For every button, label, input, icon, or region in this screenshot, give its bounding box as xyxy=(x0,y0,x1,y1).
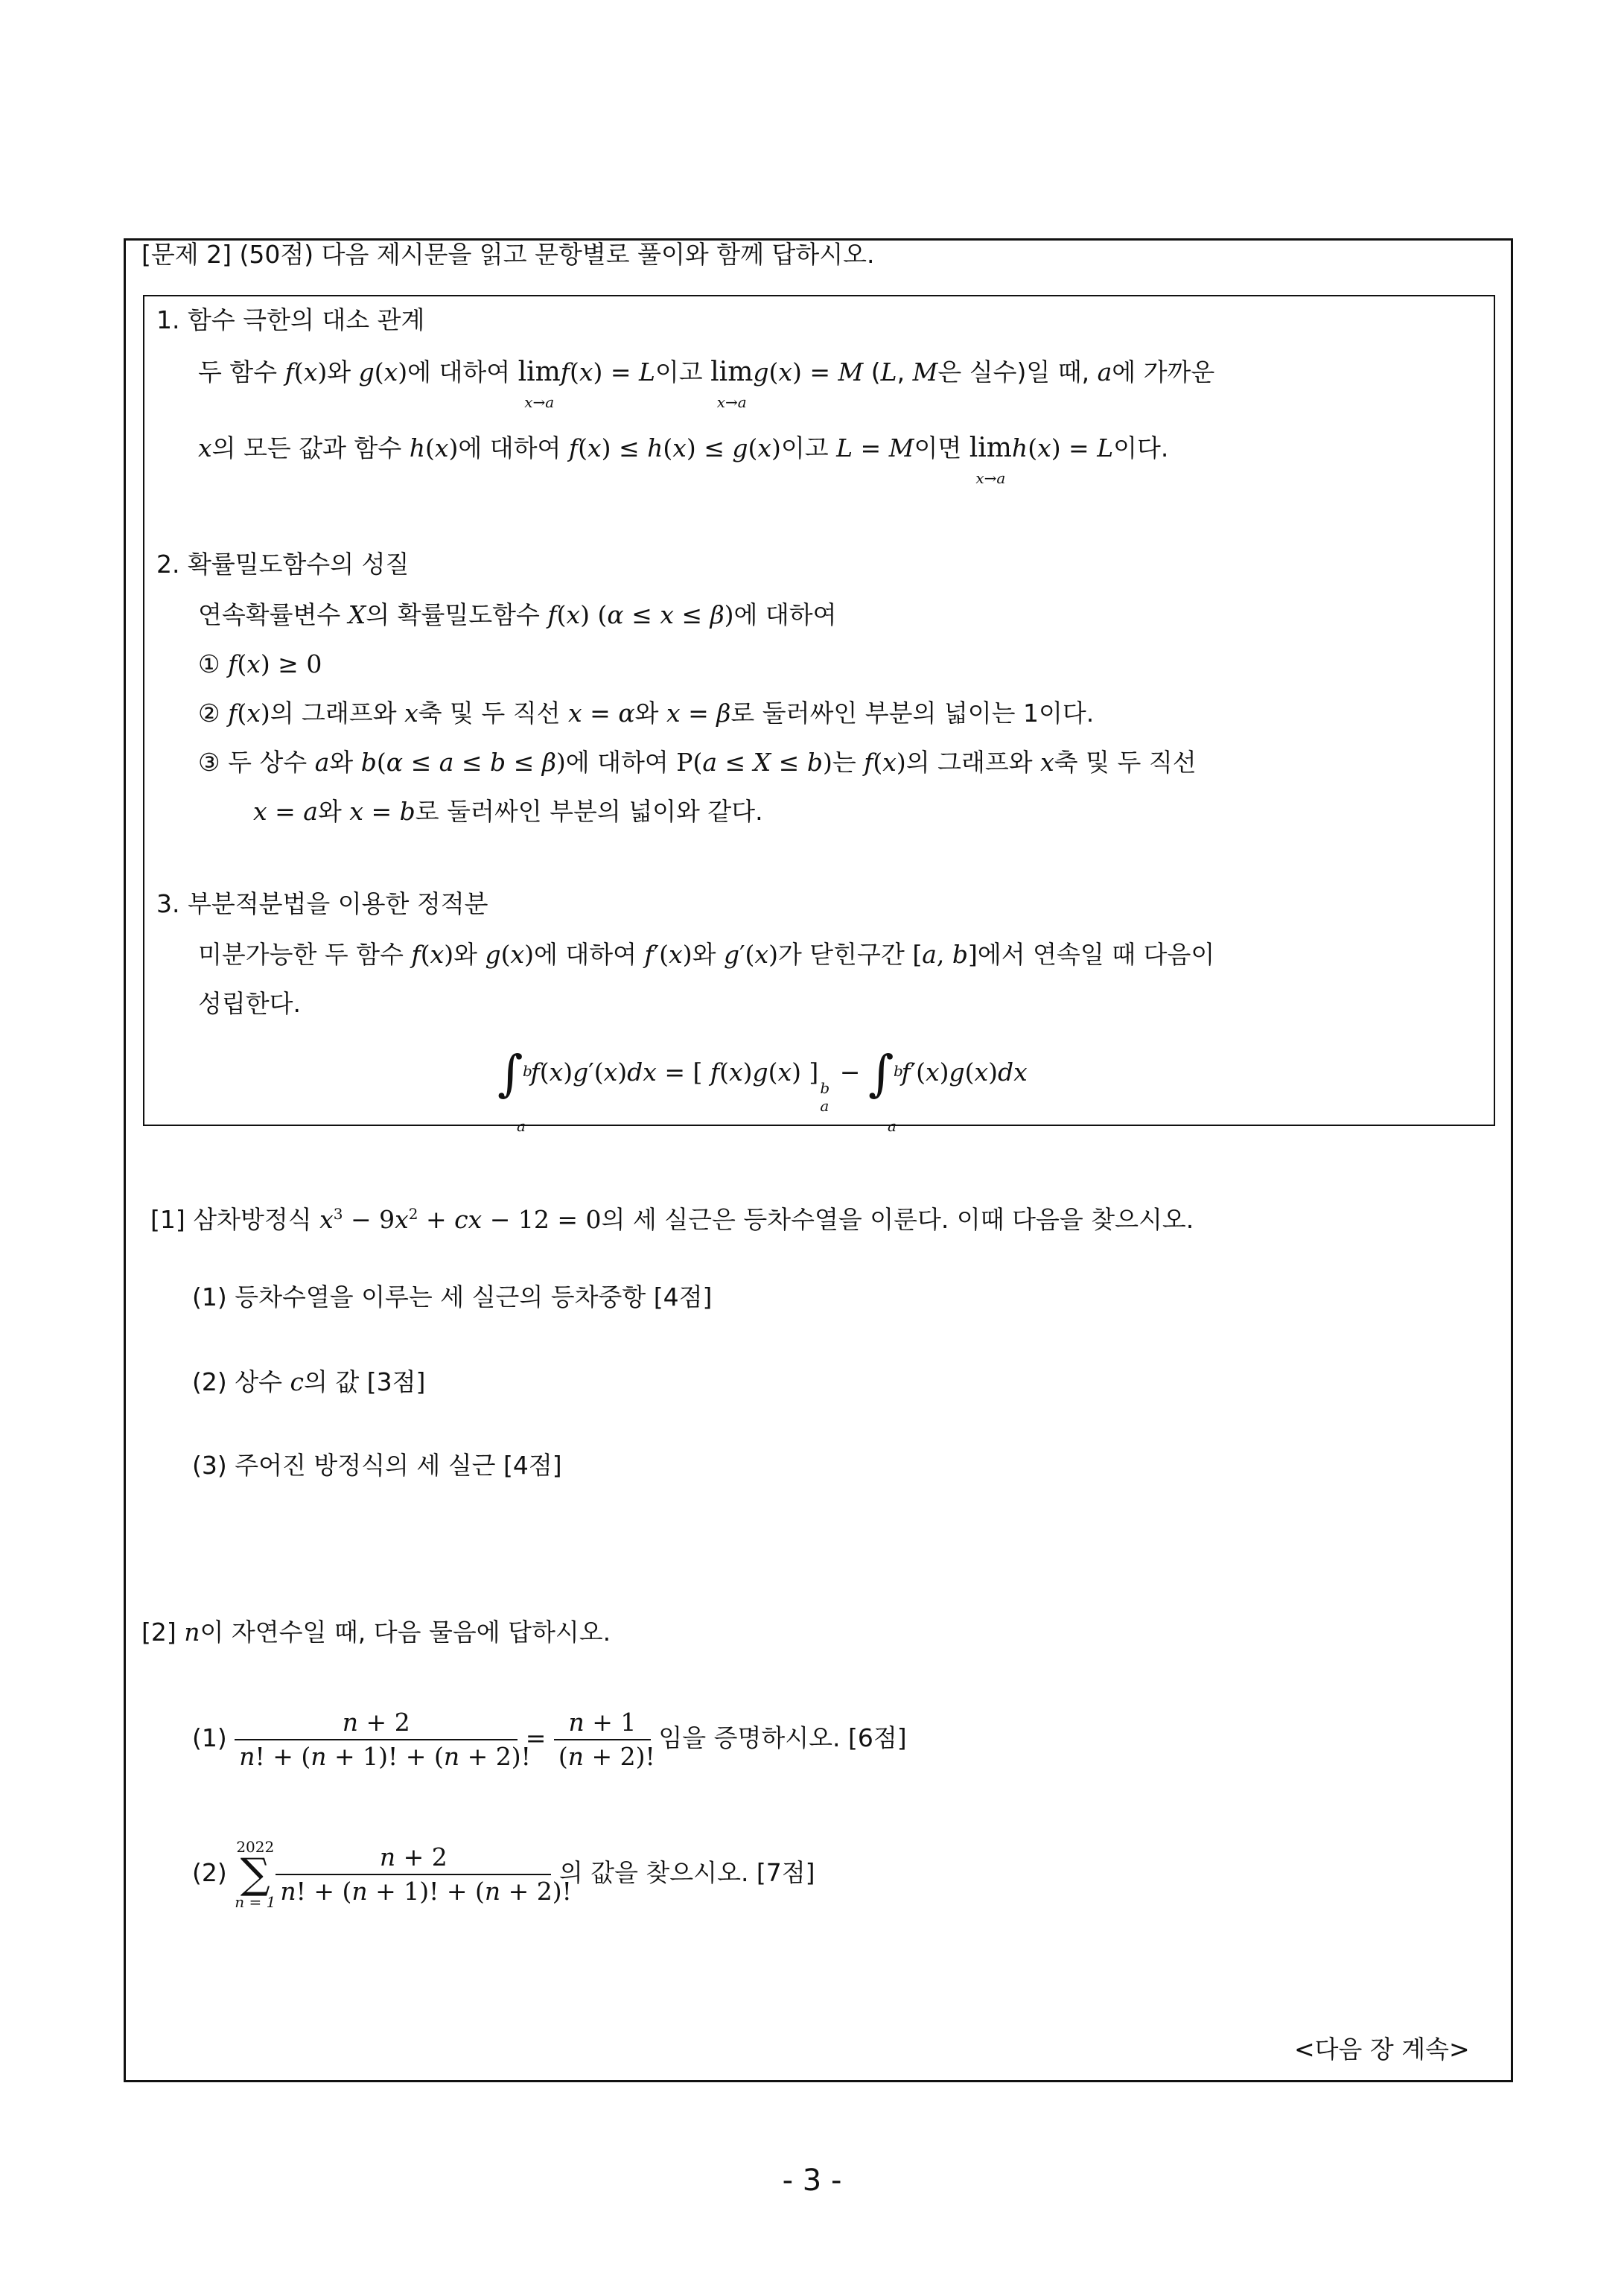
section-2-item-2: ② f(x)의 그래프와 x축 및 두 직선 x = α와 x = β로 둘러싸인 부분의 넓이는 1이다. xyxy=(198,699,1095,728)
section-1-line-1: 두 함수 f(x)와 g(x)에 대하여 lim x→a f(x) = L이고 lim x→a g(x) = M (L, M은 실수)일 때, a에 가까운 xyxy=(198,357,1215,411)
question-1-part-3: (3) 주어진 방정식의 세 실근 [4점] xyxy=(192,1451,562,1480)
section-2-item-1: ① f(x) ≥ 0 xyxy=(198,649,322,678)
integration-by-parts-formula: ∫ b a f(x)g′(x)dx = [ f(x)g(x) ] b a − ∫ b a f′(x)g(x)dx xyxy=(497,1044,1028,1135)
continue-note: <다음 장 계속> xyxy=(1294,2035,1470,2064)
section-1-title: 1. 함수 극한의 대소 관계 xyxy=(156,305,425,334)
section-3-line-2: 성립한다. xyxy=(198,989,302,1018)
question-2-part-2: (2) 2022 ∑ n = 1 $\frac{n + 2}{n! + (n + 1)! + (n + 2)!}$ 의 값을 찾으시오. [7점] xyxy=(192,1837,815,1911)
section-2-title: 2. 확률밀도함수의 성질 xyxy=(156,550,410,579)
question-2-part-1: (1) $\frac{n + 2}{n! + (n + 1)! + (n + 2)!}$ = $\frac{n + 1}{(n + 2)!}$ 임을 증명하시오. [6점] xyxy=(192,1707,907,1771)
question-2-stem: [2] n이 자연수일 때, 다음 물음에 답하시오. xyxy=(141,1618,611,1647)
problem-title: [문제 2] (50점) 다음 제시문을 읽고 문항별로 풀이와 함께 답하시오. xyxy=(141,240,875,269)
section-2-item-3: ③ 두 상수 a와 b(α ≤ a ≤ b ≤ β)에 대하여 P(a ≤ X ≤ b)는 f(x)의 그래프와 x축 및 두 직선 xyxy=(198,748,1197,777)
section-3-title: 3. 부분적분법을 이용한 정적분 xyxy=(156,889,488,918)
section-1-line-2: x의 모든 값과 함수 h(x)에 대하여 f(x) ≤ h(x) ≤ g(x)이고 L = M이면 lim x→a h(x) = L이다. xyxy=(198,433,1169,487)
question-1-part-1: (1) 등차수열을 이루는 세 실근의 등차중항 [4점] xyxy=(192,1282,713,1311)
section-2-item-3-cont: x = a와 x = b로 둘러싸인 부분의 넓이와 같다. xyxy=(253,797,763,826)
question-1-part-2: (2) 상수 c의 값 [3점] xyxy=(192,1367,426,1396)
section-2-line-1: 연속확률변수 X의 확률밀도함수 f(x) (α ≤ x ≤ β)에 대하여 xyxy=(198,600,837,629)
section-3-line-1: 미분가능한 두 함수 f(x)와 g(x)에 대하여 f′(x)와 g′(x)가 닫힌구간 [a, b]에서 연속일 때 다음이 xyxy=(198,940,1215,969)
page-number: - 3 - xyxy=(782,2163,842,2198)
question-1-stem: [1] 삼차방정식 $x^3 - 9x^2$ + cx − 12 = 0의 세 실근은 등차수열을 이룬다. 이때 다음을 찾으시오. xyxy=(150,1205,1194,1234)
